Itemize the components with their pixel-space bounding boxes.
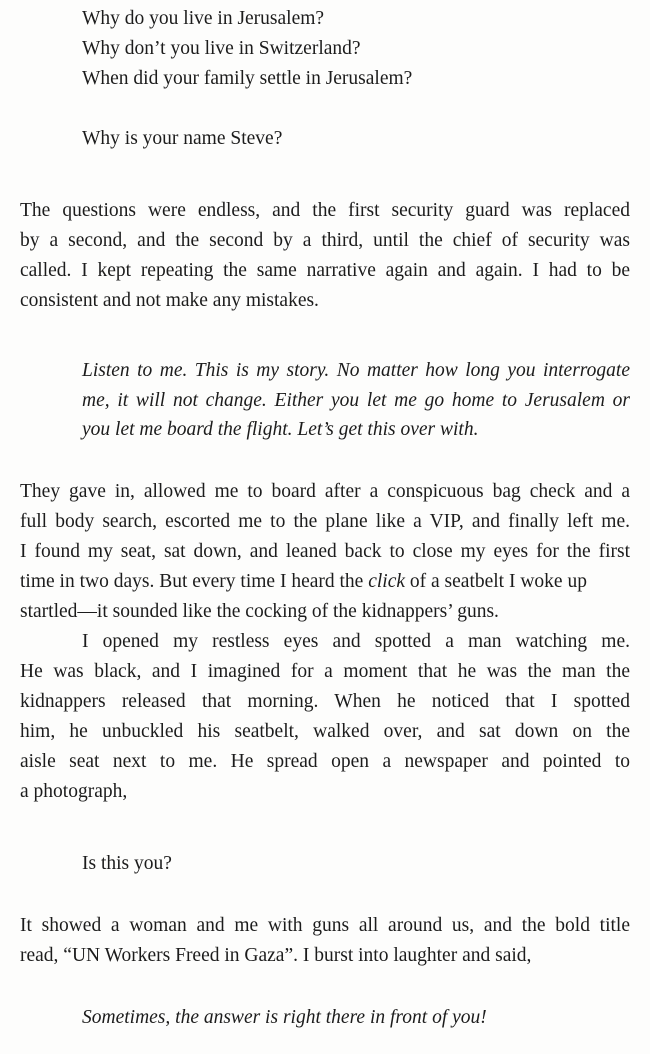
question-line: Why don’t you live in Switzerland? <box>82 38 361 59</box>
question-line: Why is your name Steve? <box>82 128 283 149</box>
paragraph-line: read, “UN Workers Freed in Gaza”. I burst into laughter and said, <box>20 945 532 966</box>
paragraph-line: kidnappers released that morning. When he noticed that I spotted <box>20 691 630 712</box>
paragraph-line: by a second, and the second by a third, until the chief of security was <box>20 230 630 251</box>
paragraph-line: I opened my restless eyes and spotted a man watching me. <box>82 631 630 652</box>
quote-line: you let me board the flight. Let’s get this over with. <box>82 419 479 440</box>
emphasis-word: click <box>368 571 406 592</box>
quote-line: me, it will not change. Either you let me go home to Jerusalem or <box>82 390 630 411</box>
line-segment: time in two days. But every time I heard the click of a seatbelt I woke up <box>20 571 587 592</box>
paragraph-line: He was black, and I imagined for a moment that he was the man the <box>20 661 630 682</box>
paragraph-line: a photograph, <box>20 781 128 802</box>
paragraph-line: I found my seat, sat down, and leaned back to close my eyes for the first <box>20 541 630 562</box>
paragraph-line: startled—it sounded like the cocking of the kidnappers’ guns. <box>20 601 499 622</box>
question-line: When did your family settle in Jerusalem? <box>82 68 413 89</box>
paragraph-line: him, he unbuckled his seatbelt, walked over, and sat down on the <box>20 721 630 742</box>
paragraph-line: aisle seat next to me. He spread open a newspaper and pointed to <box>20 751 630 772</box>
paragraph-line: full body search, escorted me to the plane like a VIP, and finally left me. <box>20 511 630 532</box>
quote-line: Sometimes, the answer is right there in front of you! <box>82 1007 487 1028</box>
quote-line: Listen to me. This is my story. No matter how long you interrogate <box>82 360 630 381</box>
paragraph-line: The questions were endless, and the first security guard was replaced <box>20 200 630 221</box>
paragraph-line: It showed a woman and me with guns all around us, and the bold title <box>20 915 630 936</box>
paragraph-line <box>20 567 630 597</box>
paragraph-line: They gave in, allowed me to board after a conspicuous bag check and a <box>20 481 630 502</box>
paragraph-line: consistent and not make any mistakes. <box>20 290 319 311</box>
question-line: Is this you? <box>82 853 172 874</box>
paragraph-line: called. I kept repeating the same narrative again and again. I had to be <box>20 260 630 281</box>
question-line: Why do you live in Jerusalem? <box>82 8 325 29</box>
